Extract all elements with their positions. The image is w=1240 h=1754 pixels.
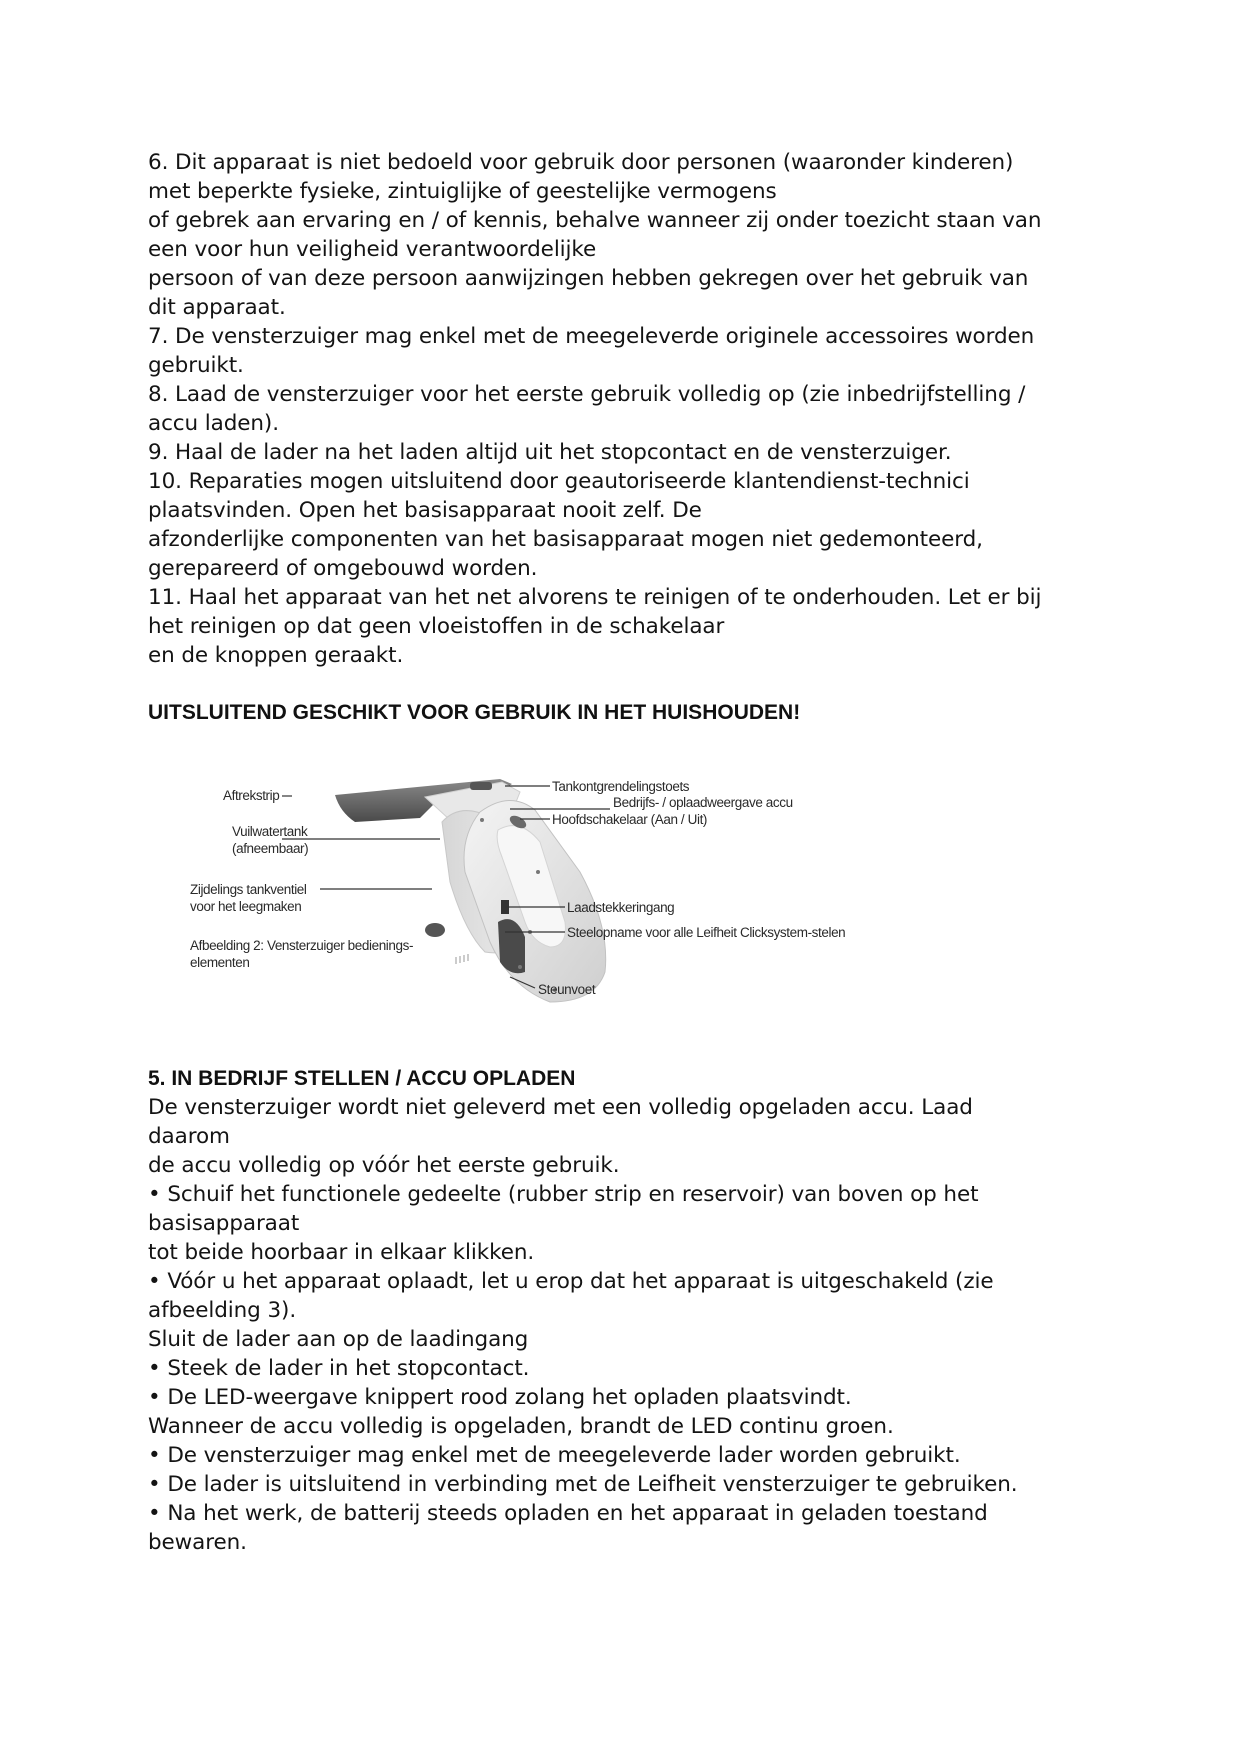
text-line: dit apparaat.: [148, 295, 286, 320]
text-line: 8. Laad de vensterzuiger voor het eerste gebruik volledig op (zie inbedrijfstelling /: [148, 382, 1026, 407]
text-line: 9. Haal de lader na het laden altijd uit het stopcontact en de vensterzuiger.: [148, 440, 952, 465]
text-line: persoon of van deze persoon aanwijzingen hebben gekregen over het gebruik van: [148, 266, 1029, 291]
text-line: daarom: [148, 1124, 230, 1149]
label-side-tank-valve: Zijdelings tankventiel: [190, 882, 307, 897]
label-vuilwatertank: Vuilwatertank: [232, 824, 308, 839]
label-charging-port: Laadstekkeringang: [567, 900, 675, 915]
text-line: bewaren.: [148, 1530, 247, 1555]
text-line: Sluit de lader aan op de laadingang: [148, 1327, 529, 1352]
bullet-line: • Vóór u het apparaat oplaadt, let u erop dat het apparaat is uitgeschakeld (zie: [148, 1269, 994, 1294]
bullet-line: • De lader is uitsluitend in verbinding met de Leifheit vensterzuiger te gebruiken.: [148, 1472, 1018, 1497]
text-line: gerepareerd of omgebouwd worden.: [148, 556, 538, 581]
text-line: accu laden).: [148, 411, 279, 436]
text-line: De vensterzuiger wordt niet geleverd met een volledig opgeladen accu. Laad: [148, 1095, 973, 1120]
label-charge-indicator: Bedrijfs- / oplaadweergave accu: [613, 795, 793, 810]
section-5-body: [148, 1093, 1148, 1557]
text-line: een voor hun veiligheid verantwoordelijke: [148, 237, 597, 262]
text-line: afbeelding 3).: [148, 1298, 297, 1323]
household-notice-heading: UITSLUITEND GESCHIKT VOOR GEBRUIK IN HET HUISHOUDEN!: [148, 701, 801, 724]
bullet-line: • Na het werk, de batterij steeds opladen en het apparaat in geladen toestand: [148, 1501, 988, 1526]
text-line: tot beide hoorbaar in elkaar klikken.: [148, 1240, 535, 1265]
bullet-line: • Schuif het functionele gedeelte (rubber strip en reservoir) van boven op het: [148, 1182, 979, 1207]
text-line: 10. Reparaties mogen uitsluitend door geautoriseerde klantendienst-technici: [148, 469, 970, 494]
device-diagram-figure: [180, 762, 920, 1017]
bullet-line: • De vensterzuiger mag enkel met de meegeleverde lader worden gebruikt.: [148, 1443, 961, 1468]
bullet-line: • De LED-weergave knippert rood zolang het opladen plaatsvindt.: [148, 1385, 852, 1410]
bullet-line: • Steek de lader in het stopcontact.: [148, 1356, 530, 1381]
safety-instructions: [148, 148, 1148, 670]
text-line: basisapparaat: [148, 1211, 300, 1236]
label-main-switch: Hoofdschakelaar (Aan / Uit): [552, 812, 708, 827]
label-aftrekstrip: Aftrekstrip: [223, 788, 280, 803]
section-5-heading: 5. IN BEDRIJF STELLEN / ACCU OPLADEN: [148, 1067, 576, 1090]
text-line: 6. Dit apparaat is niet bedoeld voor gebruik door personen (waaronder kinderen): [148, 150, 1014, 175]
text-line: 7. De vensterzuiger mag enkel met de meegeleverde originele accessoires worden: [148, 324, 1035, 349]
text-line: Wanneer de accu volledig is opgeladen, brandt de LED continu groen.: [148, 1414, 894, 1439]
figure-caption-line2: elementen: [190, 955, 250, 970]
text-line: met beperkte fysieke, zintuiglijke of geestelijke vermogens: [148, 179, 777, 204]
label-tank-release-button: Tankontgrendelingstoets: [552, 779, 690, 794]
text-line: gebruikt.: [148, 353, 244, 378]
text-line: en de knoppen geraakt.: [148, 643, 404, 668]
figure-caption-line1: Afbeelding 2: Vensterzuiger bedienings-: [190, 938, 414, 953]
text-line: plaatsvinden. Open het basisapparaat nooit zelf. De: [148, 498, 702, 523]
label-handle-socket: Steelopname voor alle Leifheit Clicksystem-stelen: [567, 925, 846, 940]
text-line: of gebrek aan ervaring en / of kennis, behalve wanneer zij onder toezicht staan van: [148, 208, 1042, 233]
label-side-tank-valve-purpose: voor het leegmaken: [190, 899, 302, 914]
text-line: het reinigen op dat geen vloeistoffen in de schakelaar: [148, 614, 725, 639]
text-line: afzonderlijke componenten van het basisapparaat mogen niet gedemonteerd,: [148, 527, 983, 552]
label-support-foot: Steunvoet: [538, 982, 596, 997]
text-line: de accu volledig op vóór het eerste gebruik.: [148, 1153, 620, 1178]
text-line: 11. Haal het apparaat van het net alvorens te reinigen of te onderhouden. Let er bij: [148, 585, 1042, 610]
label-vuilwatertank-detachable: (afneembaar): [232, 841, 309, 856]
